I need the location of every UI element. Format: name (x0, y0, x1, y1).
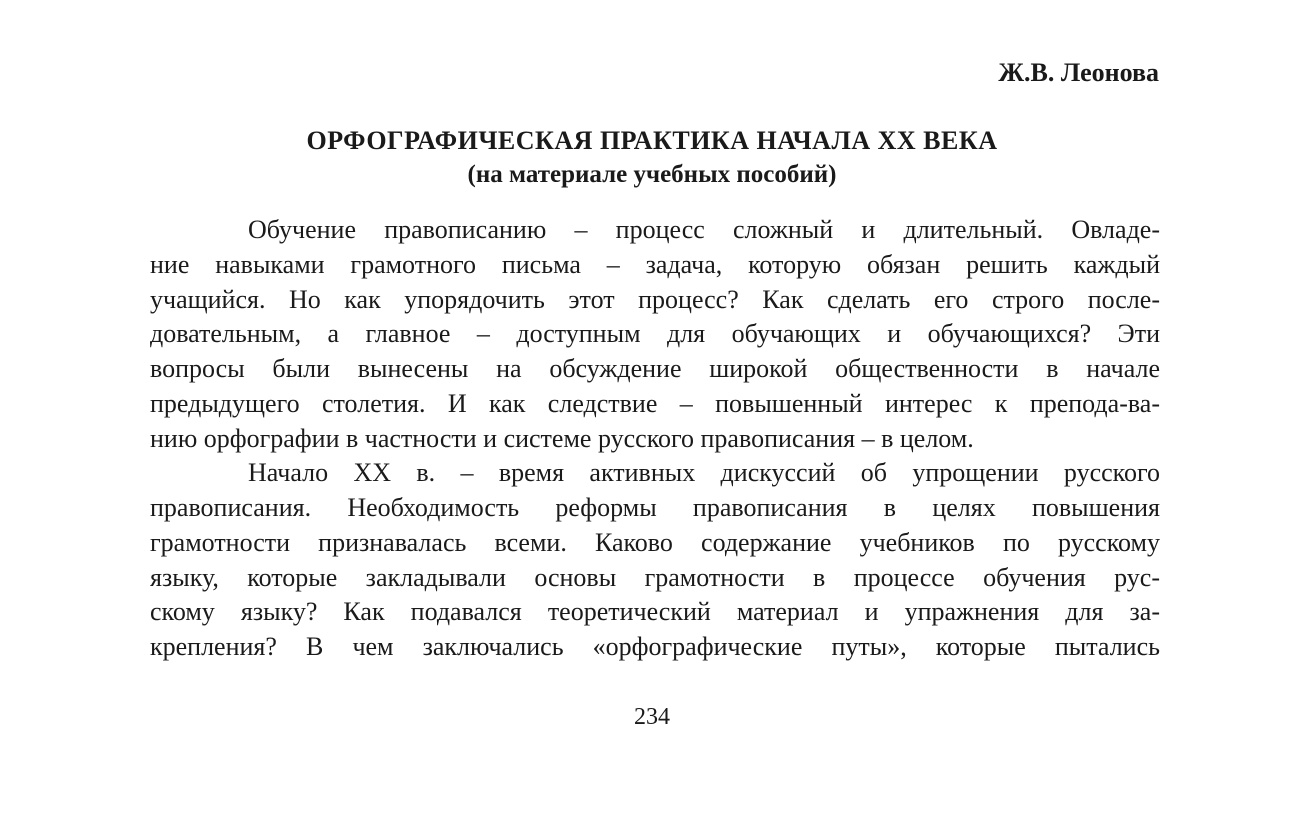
text-line: ние навыками грамотного письма – задача, которую обязан решить каждый (150, 250, 1160, 279)
text-line: предыдущего столетия. И как следствие – повышенный интерес к препода-ва- (150, 389, 1160, 418)
text-line: довательным, а главное – доступным для обучающих и обучающихся? Эти (150, 319, 1160, 348)
text-line: нию орфографии в частности и системе русского правописания – в целом. (150, 424, 974, 453)
article-title: ОРФОГРАФИЧЕСКАЯ ПРАКТИКА НАЧАЛА XX ВЕКА (306, 126, 998, 155)
page-number: 234 (634, 704, 670, 730)
text-line: крепления? В чем заключались «орфографические путы», которые пытались (150, 632, 1160, 661)
text-line: Обучение правописанию – процесс сложный и длительный. Овладе- (248, 215, 1160, 244)
text-line: учащийся. Но как упорядочить этот процесс? Как сделать его строго после- (150, 285, 1160, 314)
text-line: скому языку? Как подавался теоретический материал и упражнения для за- (150, 597, 1160, 626)
text-line: вопросы были вынесены на обсуждение широкой общественности в начале (150, 354, 1160, 383)
text-line: языку, которые закладывали основы грамотности в процессе обучения рус- (150, 563, 1160, 592)
text-line: правописания. Необходимость реформы правописания в целях повышения (150, 493, 1160, 522)
text-line: грамотности признавалась всеми. Каково содержание учебников по русскому (150, 528, 1160, 557)
text-line: Начало XX в. – время активных дискуссий об упрощении русского (248, 458, 1160, 487)
author-name: Ж.В. Леонова (998, 58, 1159, 87)
article-subtitle: (на материале учебных пособий) (467, 161, 837, 188)
